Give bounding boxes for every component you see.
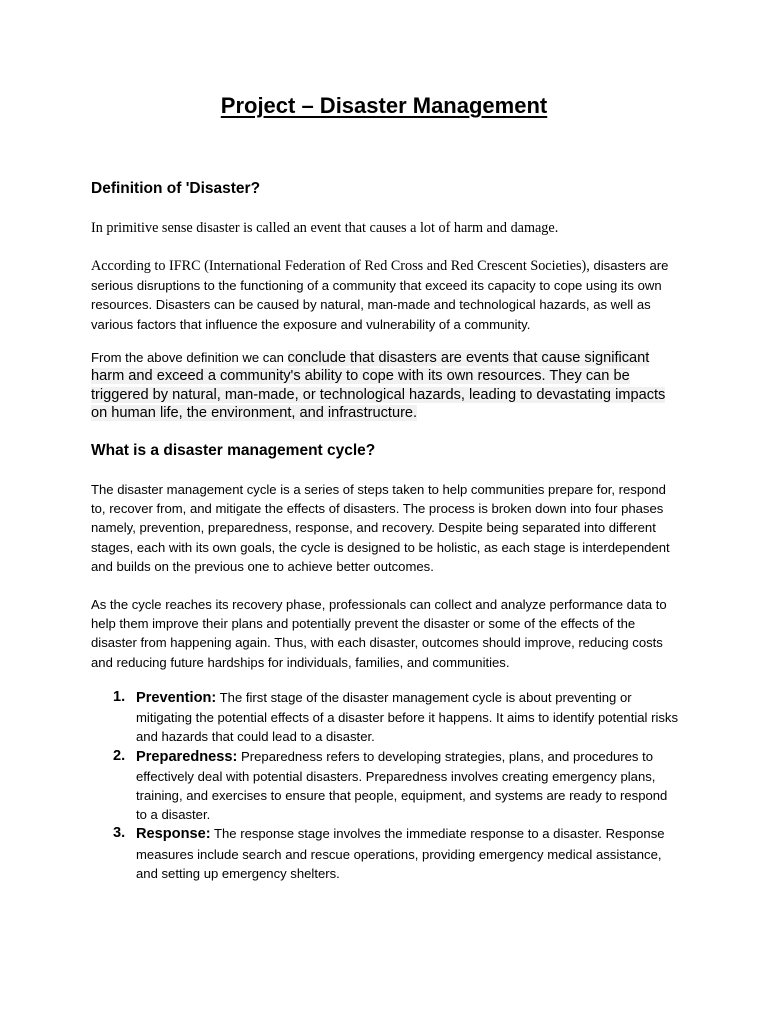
list-text: The response stage involves the immediate response to a disaster. Response measures include search and rescue operations, providing emergency medical assistance, and setting up emergency shelters. [136,826,665,881]
cycle-steps-list [91,688,681,883]
conclusion-highlight-text: conclude that disasters are events that cause significant harm and exceed a community's ability to cope with its own resources. They can be triggered by natural, man-made, or technological hazards, leading to devastating impacts on human life, the environment, and infrastructure. [91,350,666,422]
ifrc-rest-text: disasters are serious disruptions to the functioning of a community that exceed its capacity to cope using its own resources. Disasters can be caused by natural, man-made and technological hazards, as well as various factors that influence the exposure and vulnerability of a community. [91,258,669,332]
paragraph-conclusion [91,349,681,423]
list-text: Preparedness refers to developing strategies, plans, and procedures to effectively deal with potential disasters. Preparedness involves creating emergency plans, training, and exercises to ensure that people, equipment, and systems are ready to respond to a disaster. [136,748,668,823]
conclusion-lead-text: From the above definition we can [91,350,288,365]
list-number: 2. [113,747,126,764]
list-item-preparedness [91,747,681,825]
ifrc-intro-text: According to IFRC (International Federation of Red Cross and Red Crescent Societies), [91,258,590,274]
document-title: Project – Disaster Management [220,93,548,118]
paragraph-cycle-description: The disaster management cycle is a series of steps taken to help communities prepare for, respond to, recover from, and mitigate the effects of disasters. The process is broken down into four phases namely, prevention, preparedness, response, and recovery. Despite being separated into different stages, each with its own goals, the cycle is designed to be holistic, as each stage is interdependent and builds on the previous one to achieve better outcomes. [91,482,670,574]
list-term: Preparedness: [136,748,238,765]
list-number: 3. [113,825,126,842]
paragraph-ifrc-definition [91,256,681,334]
list-item-prevention [91,688,681,747]
section-heading-definition: Definition of 'Disaster? [91,180,261,197]
paragraph-primitive-definition: In primitive sense disaster is called an event that causes a lot of harm and damage. [91,220,559,236]
list-text: The first stage of the disaster management cycle is about preventing or mitigating the potential effects of a disaster before it happens. It aims to identify potential risks and hazards that could lead to a disaster. [136,690,678,745]
section-heading-cycle: What is a disaster management cycle? [91,442,376,459]
list-term: Prevention: [136,690,217,706]
list-term: Response: [136,826,211,843]
paragraph-recovery-phase: As the cycle reaches its recovery phase, professionals can collect and analyze performance data to help them improve their plans and potentially prevent the disaster or some of the effects of the disaster from happening again. Thus, with each disaster, outcomes should improve, reducing costs and reducing future hardships for individuals, families, and communities. [91,597,667,670]
list-number: 1. [113,689,126,705]
list-item-response [91,824,681,883]
